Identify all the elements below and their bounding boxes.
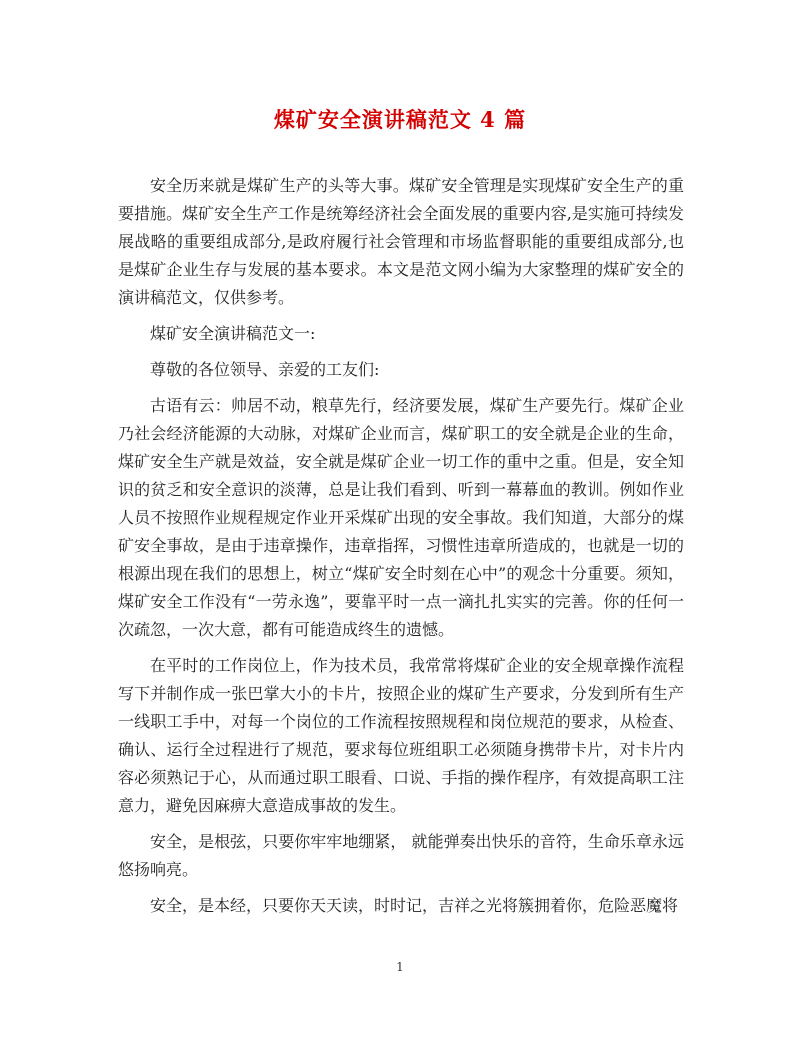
paragraph-body-4: 安全，是本经，只要你天天读，时时记，吉祥之光将簇拥着你，危险恶魔将 [150,896,679,915]
page-number: 1 [396,960,404,974]
document-body [118,172,684,928]
paragraph-section-heading: 煤矿安全演讲稿范文一: [150,324,316,343]
paragraph-salutation: 尊敬的各位领导、亲爱的工友们: [150,360,380,379]
paragraph-intro: 安全历来就是煤矿生产的头等大事。煤矿安全管理是实现煤矿安全生产的重要措施。煤矿安全生产工作是统筹经济社会全面发展的重要内容,是实施可持续发展战略的重要组成部分,是政府履行社会管理和市场监督职能的重要组成部分,也是煤矿企业生存与发展的基本要求。本文是范文网小编为大家整理的煤矿安全的演讲稿范文，仅供参考。 [118,176,684,307]
paragraph-body-2: 在平时的工作岗位上，作为技术员，我常常将煤矿企业的安全规章操作流程写下并制作成一张巴掌大小的卡片，按照企业的煤矿生产要求，分发到所有生产一线职工手中，对每一个岗位的工作流程按照规程和岗位规范的要求，从检查、确认、运行全过程进行了规范，要求每位班组职工必须随身携带卡片，对卡片内容必须熟记于心，从而通过职工眼看、口说、手指的操作程序，有效提高职工注意力，避免因麻痹大意造成事故的发生。 [118,656,684,815]
paragraph-body-1: 古语有云：帅居不动，粮草先行，经济要发展，煤矿生产要先行。煤矿企业乃社会经济能源的大动脉，对煤矿企业而言，煤矿职工的安全就是企业的生命，煤矿安全生产就是效益，安全就是煤矿企业一切工作的重中之重。但是，安全知识的贫乏和安全意识的淡薄，总是让我们看到、听到一幕幕血的教训。例如作业人员不按照作业规程规定作业开采煤矿出现的安全事故。我们知道，大部分的煤矿安全事故，是由于违章操作，违章指挥，习惯性违章所造成的，也就是一切的根源出现在我们的思想上，树立“煤矿安全时刻在心中”的观念十分重要。须知，煤矿安全工作没有“一劳永逸”，要靠平时一点一滴扎扎实实的完善。你的任何一次疏忽，一次大意，都有可能造成终生的遗憾。 [118,396,684,639]
document-title: 煤矿安全演讲稿范文 4 篇 [273,107,527,132]
paragraph-body-3: 安全，是根弦，只要你牢牢地绷紧， 就能弹奏出快乐的音符，生命乐章永远悠扬响亮。 [118,832,684,879]
